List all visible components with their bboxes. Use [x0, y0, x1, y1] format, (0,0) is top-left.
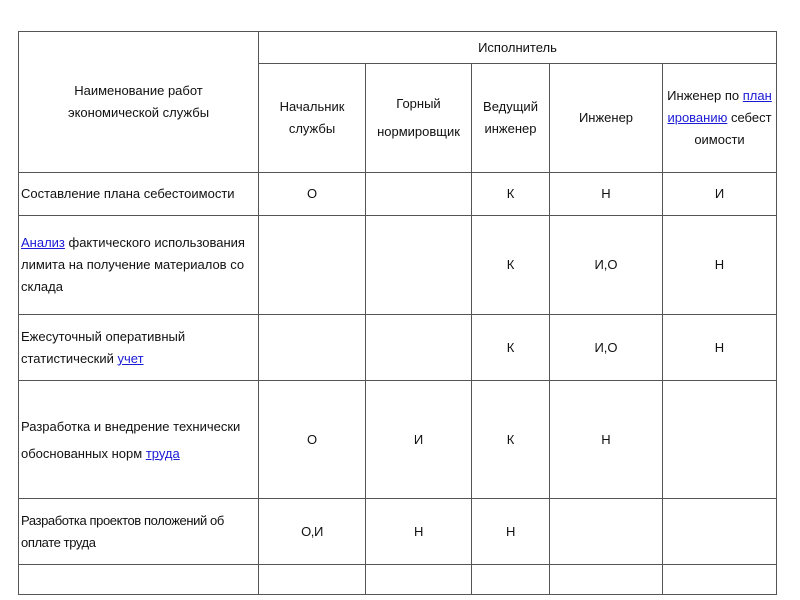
- table-row-empty: [19, 565, 777, 595]
- cell-mining-normalizer: [366, 315, 472, 381]
- cell-head-of-service: О,И: [259, 499, 366, 565]
- task-text: Ежесуточный оперативный статистический: [21, 328, 186, 366]
- role-header-engineer: Инженер: [550, 64, 663, 173]
- role-header-text: Инженер по: [667, 88, 743, 103]
- role-header-cost-planning-engineer: [663, 64, 777, 173]
- task-cell: [19, 565, 259, 595]
- task-text: Разработка и внедрение технически обоснованных норм: [21, 418, 241, 461]
- accounting-link[interactable]: учет: [117, 350, 144, 366]
- cell-engineer: [550, 565, 663, 595]
- cell-engineer: Н: [550, 173, 663, 216]
- cell-cost-planning-engineer: И: [663, 173, 777, 216]
- performer-group-header: Исполнитель: [259, 32, 777, 64]
- task-text: Составление плана себестоимости: [21, 186, 235, 201]
- header-row-group: [19, 32, 777, 64]
- task-column-header: Наименование работ экономической службы: [19, 32, 259, 173]
- cell-mining-normalizer: И: [366, 381, 472, 499]
- cell-engineer: И,О: [550, 216, 663, 315]
- role-header-text-post: себестоимости: [694, 110, 772, 147]
- task-text: Разработка проектов положений об оплате труда: [21, 512, 224, 550]
- task-cell: [19, 499, 259, 565]
- cell-cost-planning-engineer: [663, 381, 777, 499]
- table-row: [19, 315, 777, 381]
- cell-cost-planning-engineer: [663, 565, 777, 595]
- cell-lead-engineer: К: [472, 173, 550, 216]
- planning-link[interactable]: планированию: [667, 88, 772, 125]
- cell-lead-engineer: Н: [472, 499, 550, 565]
- cell-head-of-service: О: [259, 173, 366, 216]
- cell-head-of-service: [259, 216, 366, 315]
- role-header-head-of-service: Начальник службы: [259, 64, 366, 173]
- cell-lead-engineer: К: [472, 216, 550, 315]
- table-row: [19, 381, 777, 499]
- cell-lead-engineer: К: [472, 315, 550, 381]
- cell-cost-planning-engineer: Н: [663, 315, 777, 381]
- task-cell: [19, 381, 259, 499]
- cell-cost-planning-engineer: [663, 499, 777, 565]
- cell-head-of-service: [259, 315, 366, 381]
- table-row: [19, 173, 777, 216]
- cell-engineer: Н: [550, 381, 663, 499]
- cell-engineer: И,О: [550, 315, 663, 381]
- role-header-mining-normalizer: Горный нормировщик: [366, 64, 472, 173]
- cell-lead-engineer: К: [472, 381, 550, 499]
- role-header-lead-engineer: Ведущий инженер: [472, 64, 550, 173]
- cell-cost-planning-engineer: Н: [663, 216, 777, 315]
- task-cell: [19, 173, 259, 216]
- cell-mining-normalizer: [366, 216, 472, 315]
- cell-head-of-service: [259, 565, 366, 595]
- table-row: [19, 499, 777, 565]
- responsibility-table: [18, 31, 777, 595]
- table-row: [19, 216, 777, 315]
- task-cell: [19, 216, 259, 315]
- task-text: фактического использования лимита на получение материалов со склада: [21, 235, 245, 294]
- labor-link[interactable]: труда: [145, 445, 180, 461]
- cell-mining-normalizer: [366, 173, 472, 216]
- cell-head-of-service: О: [259, 381, 366, 499]
- cell-engineer: [550, 499, 663, 565]
- cell-lead-engineer: [472, 565, 550, 595]
- analysis-link[interactable]: Анализ: [21, 235, 65, 250]
- cell-mining-normalizer: Н: [366, 499, 472, 565]
- task-cell: [19, 315, 259, 381]
- cell-mining-normalizer: [366, 565, 472, 595]
